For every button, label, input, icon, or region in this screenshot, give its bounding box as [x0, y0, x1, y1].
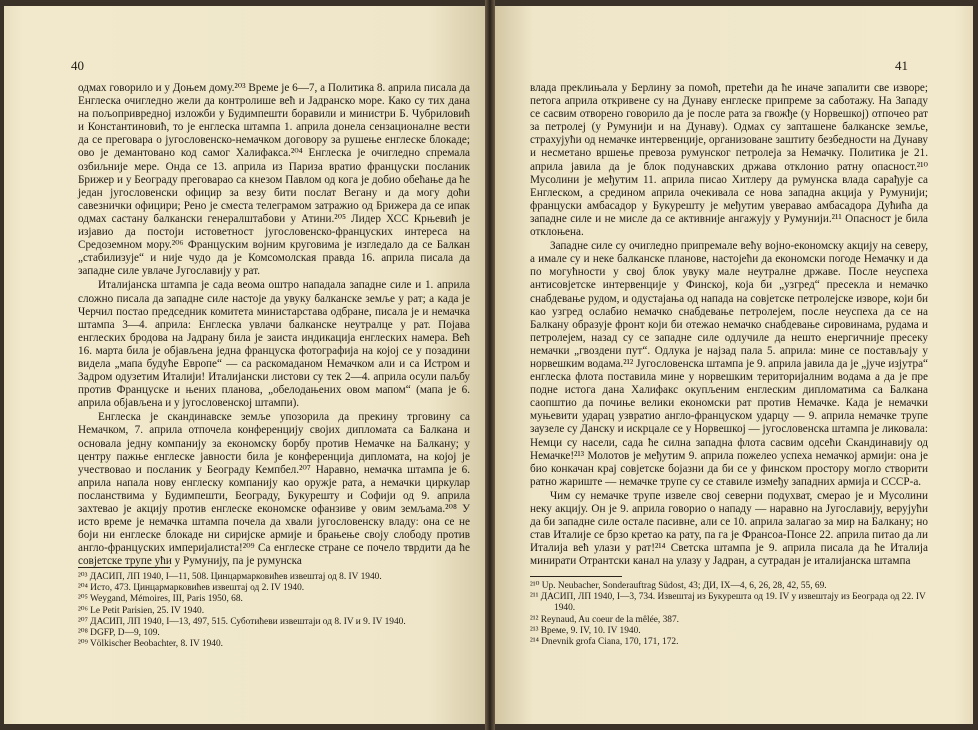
- footnote: ²¹⁴ Dnevnik grofa Ciana, 170, 171, 172.: [530, 637, 679, 648]
- left-page: [4, 6, 485, 724]
- footnote: ²⁰⁶ Le Petit Parisien, 25. IV 1940.: [78, 605, 205, 616]
- footnote: ²⁰⁴ Исто, 473. Цинцармарковићев извештај од 2. IV 1940.: [78, 583, 305, 594]
- footnote: ²⁰⁵ Weygand, Mémoires, III, Paris 1950, 68.: [78, 594, 243, 605]
- footnote: ²⁰⁹ Völkischer Beobachter, 8. IV 1940.: [78, 639, 224, 650]
- paragraph: Западне силе су очигледно припремале већу војно-економску акцију на северу, а имале су и неке балканске планове, настојећи да економски погоде Немачку и да по могућности у свој блок увуку мале неутралне државе. После неуспеха антисовјетске интервенције у Финској, која би „узгред“ пресекла и немачко снабдевање рудом, и одустајања од напада на совјетске петролејске изворе, који би као узгред ослабио немачко снабдевање петролејем, после неуспеха да се на Балкану образује фронт који би отежао немачко снабдевање сировинама, рудама и петролејем, назад су се западне силе одлучиле да нешто енергичније пресеку немачки „гвоздени пут“. Одлука је најзад пала 5. априла: мине се постављају у норвешким водама.²¹² Југословенска штампа је 9. априла јавила да је „јуче изјутра“ енглеска флота поставила мине у норвешким територијалним водама а да је пре подне истога дана Халифакс окупљеним енглеским дипломатима са Балкана саопштио да почиње велики економски рат против Немачке. Када је немачки муњевити ударац узвратио англо-француском ударцу — 9. априла немачке трупе заузеле су Данску и искрцале се у Норвешкој — југословенска штампа је ликовала: Немци су насели, сада ће силна западна флота сасвим одсећи Скандинавију од Немачке!²¹³ Молотов је међутим 9. априла пожелео успеха немачкој армији: она је био конкачан крај совјетске бојазни да би се у финском простору могло створити ратно жариште — немачке трупе су се ставиле између западних армија и СССР-а.: [530, 240, 928, 488]
- right-page: [495, 6, 973, 724]
- paragraph: влада преклињала у Берлину за помоћ, претећи да ће иначе запалити све изворе; петога априла откривене су на Дунаву енглеске припреме за саботажу. На Западу се сасвим отворено говорило да је после рата за гвожђе (у Норвешкој) отпочео рат за петролеј (у Румунији и на Дунаву). Одмах су запташене балканске земље, страхујући од немачке интервенције, организоване заштиту безбедности на Дунаву и несметано вршење превоза румунског петролеја за Немачку. Политика је 21. априла јавила да је блок подунавских држава отклонио ратну опасност.²¹⁰ Мусолини је међутим 11. априла писао Хитлеру да румунска влада сарађује са Енглеском, а средином априла очекивала се нова западна акција у Румунији; француски амбасадор у Букурешту је међутим уверавао амбасадора Дућића да западне силе и не мисле да се активније ангажују у Румунији.²¹¹ Опасност је била отклоњена.: [530, 82, 928, 239]
- body-text: [78, 82, 470, 568]
- footnote: ²¹⁰ Up. Neubacher, Sonderauftrag Südost, 43; ДИ, IX—4, 6, 26, 28, 42, 55, 69.: [530, 581, 827, 591]
- footnote: ²⁰⁷ ДАСИП, ЛП 1940, I—13, 497, 515. Суботићеви извештаји од 8. IV и 9. IV 1940.: [78, 616, 406, 627]
- paragraph: Италијанска штампа је сада веома оштро нападала западне силе и 1. априла сложно писала да западне силе настоје да увуку балканске земље у рат; а када је Черчил постао председник комитета министарстава одбране, писала је и немачка штампа 3—4. априла: Енглеска увлачи балканске неутралце у рат. Појава енглеских бродова на Јадрану била је заиста индикација енглеских намера. Већ 16. марта била је објављена једна француска фотографија на којој се у позадини видела „мапа будуће Европе“ — са раскомаданом Немачком али и са Истром и Задром одузетим Италији! Италијански листови су тек 2—4. априла осули паљбу против Француске и њених планова, „обелодањених овом мапом“ (мапа је 6. априла објављена и у југословенској штампи).: [78, 279, 470, 410]
- footnote: ²¹³ Време, 9. IV, 10. IV 1940.: [530, 625, 641, 636]
- footnotes: [530, 581, 928, 648]
- footnote: ²¹² Reynaud, Au coeur de la mêlée, 387.: [530, 614, 680, 625]
- footnote-rule: [78, 567, 170, 568]
- footnote: ²⁰⁸ DGFP, D—9, 109.: [78, 628, 160, 639]
- footnote-rule: [530, 576, 622, 577]
- page-number: 41: [895, 58, 908, 73]
- footnote: ²¹¹ ДАСИП, ЛП 1940, I—3, 734. Извештај из Букурешта од 19. IV у извештају из Београда од 22. IV 1940.: [530, 592, 926, 614]
- footnote: ²⁰³ ДАСИП, ЛП 1940, I—11, 508. Цинцармарковићев извештај од 8. IV 1940.: [78, 572, 382, 582]
- body-text: [530, 82, 928, 568]
- paragraph: Енглеска је скандинавске земље упозорила да прекину трговину са Немачком, 7. априла отпочела конференцију својих дипломата са Балкана и основала једну компанију за економску борбу против Немачке на Балкану; у центру пажње енглеске јавности била је конференција дипломата, на којој је учествовао и посланик у Београду Кемпбел.²⁰⁷ Наравно, немачка штампа је 6. априла напала нову енглеску компанију као оружје рата, а немачки циркулар посланствима у Будимпешти, Београду, Букурешту и Софији од 9. априла захтевао је акцију против енглеске економске офанзиве у овим земљама.²⁰⁸ У исто време је немачка штампа почела да хвали југословенску владу: она се не боји ни енглеске блокаде ни сиријске армије и брањење своју слободу против англо-француских империјалиста!²⁰⁹ Са енглеске стране се почело тврдити да ће совјетске трупе ући у Румунију, па је румунска: [78, 411, 470, 568]
- paragraph: одмах говорило и у Доњем дому.²⁰³ Време је 6—7, а Политика 8. априла писала да Енглеска очигледно жели да контролише већ и Јадранско море. Како су тих дана на пољопривредној изложби у Будимпешти боравили и министри Б. Чубриловић и Константиновић, то је енглеска штампа 1. априла донела сензационалне вести да се преговара о југословенско-немачком договору за рушење енглеске блокаде; ово је демантовано код самог Халифакса.²⁰⁴ Енглеска је очигледно спремала озбиљније мере. Онда се 13. априла из Париза вратио француски посланик Брижер и у Београду преговарао са кнезом Павлом од кога је добио обећање да ће један југословенски официр за везу бити послат Вегану и да могу доћи савезнички официри; Рено је сместа телеграмом затражио од Брижера да се ипак одмах састану балкански генералштабови у Атини.²⁰⁵ Лидер ХСС Крњевић је изјавио да постоји истоветност југословенско-француских интереса на Средоземном мору.²⁰⁶ Француским војним круговима је изгледало да се Балкан „стабилизује“ и није чудо да је Комсомолская правда 16. априла писала да западне силе увлаче Југославију у рат.: [78, 82, 470, 278]
- footnotes: [78, 572, 470, 650]
- paragraph: Чим су немачке трупе извеле свој северни подухват, смерао је и Мусолини неку акцију. Он је 9. априла говорио о нападу — наравно на Југославију, верујући да би западне силе остале пасивне, али се 10. априла залагао за мир на Балкану; но став Италије се брзо кретао ка рату, па га је Франсоа-Понсе 22. априла питао да ли Италија већ улази у рат!²¹⁴ Светска штампа је 9. априла писала да ће Италија минирати Отрантски канал на улазу у Јадран, а сутрадан је италијанска штампа: [530, 489, 928, 568]
- page-number: 40: [71, 58, 84, 73]
- book-gutter: [485, 0, 495, 730]
